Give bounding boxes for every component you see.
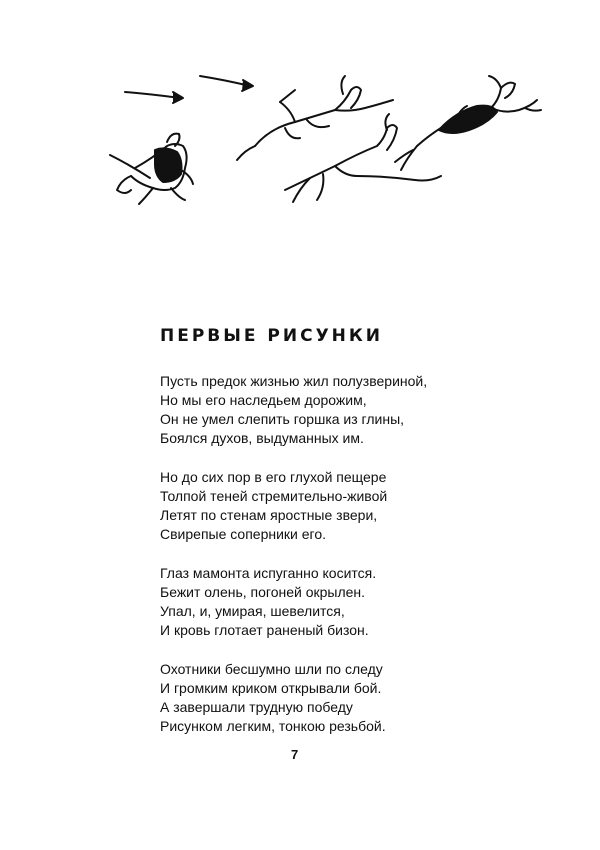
poem-line: Но мы его наследьем дорожим,: [160, 392, 367, 408]
poem-line: Толпой теней стремительно-живой: [160, 488, 388, 504]
poem-line: Глаз мамонта испуганно косится.: [160, 565, 377, 581]
poem-line: И громким криком открывали бой.: [160, 680, 382, 696]
stanza: [160, 564, 480, 640]
poem-body: [160, 372, 480, 756]
poem-line: А завершали трудную победу: [160, 699, 353, 715]
stanza: [160, 372, 480, 448]
poem-line: Свирепые соперники его.: [160, 526, 327, 542]
poem-line: Бежит олень, погоней окрылен.: [160, 584, 366, 600]
running-deer-figure: [285, 114, 441, 202]
antelope-figure: [401, 76, 541, 170]
falling-animal-figure: [110, 134, 193, 204]
page-number: 7: [291, 747, 299, 762]
arrow-left: [125, 92, 183, 103]
poem-line: Охотники бесшумно шли по следу: [160, 661, 383, 677]
poem-line: Рисунком легким, тонкою резьбой.: [160, 718, 386, 734]
poem-line: Летят по стенам яростные звери,: [160, 507, 378, 523]
arrow-middle: [200, 76, 253, 91]
poem-line: Но до сих пор в его глухой пещере: [160, 469, 387, 485]
poem-line: Он не умел слепить горшка из глины,: [160, 411, 405, 427]
cave-painting-illustration: [95, 50, 555, 230]
poem-line: Боялся духов, выдуманных им.: [160, 430, 364, 446]
poem-title: ПЕРВЫЕ РИСУНКИ: [160, 326, 384, 346]
poem-line: Пусть предок жизнью жил полузвериной,: [160, 373, 428, 389]
stanza: [160, 468, 480, 544]
poem-line: И кровь глотает раненый бизон.: [160, 622, 369, 638]
poem-line: Упал, и, умирая, шевелится,: [160, 603, 345, 619]
leaping-animal-figure: [237, 76, 393, 160]
stanza: [160, 660, 480, 736]
